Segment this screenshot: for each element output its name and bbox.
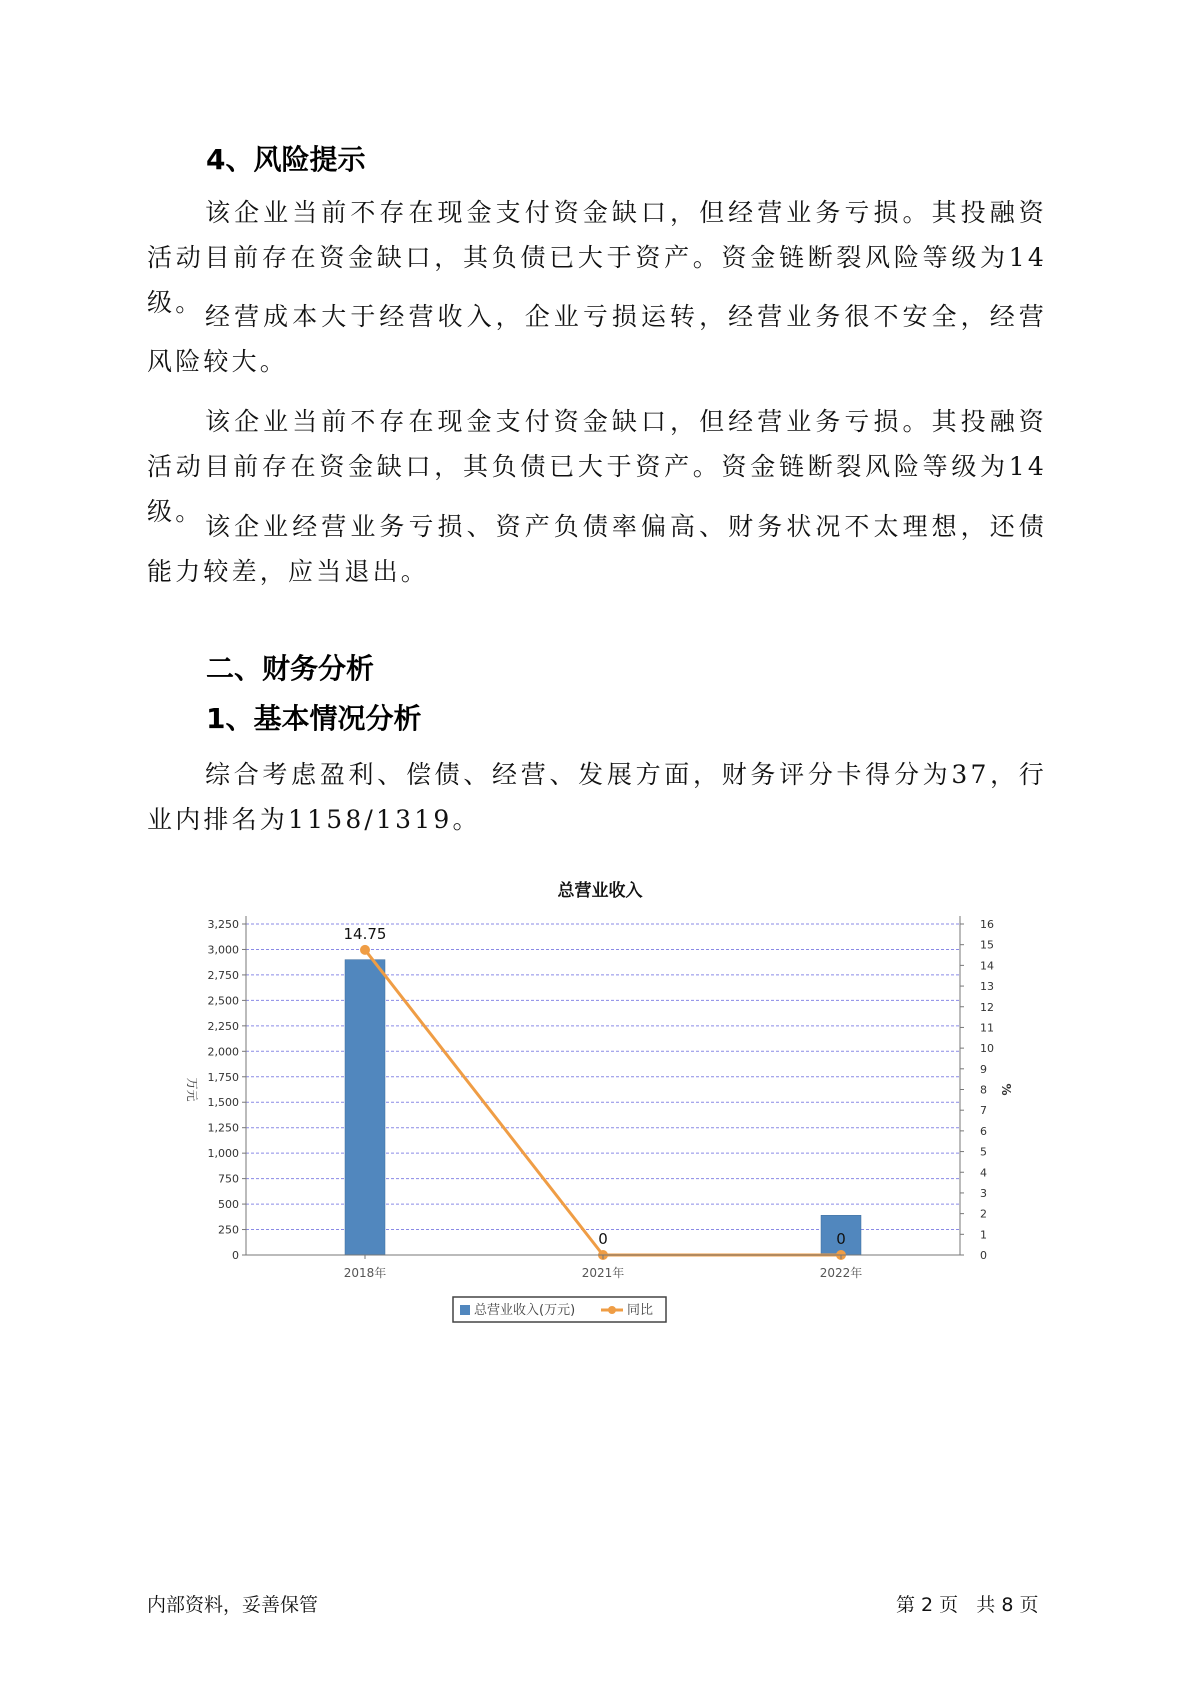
left-tick-label: 500 [218, 1198, 239, 1212]
right-axis-title: % [999, 1083, 1013, 1096]
left-tick-label: 2,000 [207, 1045, 239, 1059]
finance-heading: 二、财务分析 [206, 652, 375, 685]
right-tick-label: 11 [980, 1021, 994, 1035]
left-tick-label: 2,500 [207, 994, 239, 1008]
chart-bars [345, 960, 861, 1255]
yoy-point [360, 945, 370, 955]
left-tick-label: 1,750 [207, 1070, 239, 1084]
risk-paragraph-3: 该企业当前不存在现金支付资金缺口，但经营业务亏损。其投融资活动目前存在资金缺口，其负债已大于资产。资金链断裂风险等级为14级。 [147, 407, 1047, 526]
left-tick-label: 2,250 [207, 1019, 239, 1033]
right-tick-label: 16 [980, 918, 994, 931]
revenue-bar [345, 960, 385, 1255]
right-tick-label: 10 [980, 1042, 994, 1056]
left-tick-label: 2,750 [207, 968, 239, 982]
legend-line-label: 同比 [627, 1303, 654, 1318]
risk-paragraph-2: 经营成本大于经营收入，企业亏损运转，经营业务很不安全，经营风险较大。 [147, 302, 1047, 376]
right-tick-label: 14 [980, 959, 994, 973]
footer-confidential: 内部资料，妥善保管 [147, 1594, 319, 1616]
footer-page-number: 第 2 页 共 8 页 [896, 1594, 1039, 1616]
legend-bar-swatch [460, 1305, 470, 1315]
right-tick-label: 12 [980, 1000, 994, 1014]
risk-paragraph-1: 该企业当前不存在现金支付资金缺口，但经营业务亏损。其投融资活动目前存在资金缺口，其负债已大于资产。资金链断裂风险等级为14级。 [147, 198, 1047, 317]
risk-paragraph-4: 该企业经营业务亏损、资产负债率偏高、财务状况不太理想，还债能力较差，应当退出。 [147, 512, 1047, 586]
basic-paragraph: 综合考虑盈利、偿债、经营、发展方面，财务评分卡得分为37，行业内排名为1158/1319。 [147, 760, 1047, 834]
x-tick-label: 2018年 [343, 1266, 387, 1280]
left-tick-label: 1,500 [207, 1096, 239, 1110]
x-tick-label: 2021年 [581, 1266, 625, 1280]
legend-bar-label: 总营业收入(万元) [474, 1303, 576, 1318]
yoy-data-label: 0 [836, 1230, 846, 1248]
right-tick-label: 0 [980, 1249, 987, 1262]
yoy-data-label: 0 [598, 1230, 608, 1248]
left-tick-label: 250 [218, 1223, 239, 1237]
legend-line-marker [608, 1306, 616, 1314]
left-tick-label: 1,000 [207, 1147, 239, 1161]
right-tick-label: 1 [980, 1228, 987, 1242]
right-tick-label: 15 [980, 938, 994, 952]
right-tick-label: 2 [980, 1207, 987, 1221]
left-tick-label: 1,250 [207, 1121, 239, 1135]
right-tick-label: 4 [980, 1166, 987, 1180]
risk-heading: 4、风险提示 [206, 143, 366, 176]
left-tick-label: 750 [218, 1172, 239, 1186]
right-tick-label: 6 [980, 1124, 987, 1138]
chart-axes [185, 916, 1013, 1280]
right-tick-label: 3 [980, 1186, 987, 1200]
x-tick-label: 2022年 [819, 1266, 863, 1280]
right-tick-label: 13 [980, 980, 994, 994]
revenue-chart [170, 870, 1050, 1330]
yoy-data-label: 14.75 [343, 924, 387, 943]
basic-heading: 1、基本情况分析 [206, 702, 422, 735]
left-tick-label: 0 [232, 1249, 239, 1262]
right-tick-label: 9 [980, 1062, 987, 1076]
right-tick-label: 7 [980, 1104, 987, 1118]
right-tick-label: 8 [980, 1083, 987, 1097]
left-axis-title: 万元 [185, 1077, 199, 1102]
left-tick-label: 3,250 [207, 918, 239, 931]
chart-title: 总营业收入 [557, 881, 643, 901]
chart-legend [453, 1297, 666, 1322]
left-tick-label: 3,000 [207, 943, 239, 957]
right-tick-label: 5 [980, 1145, 987, 1159]
